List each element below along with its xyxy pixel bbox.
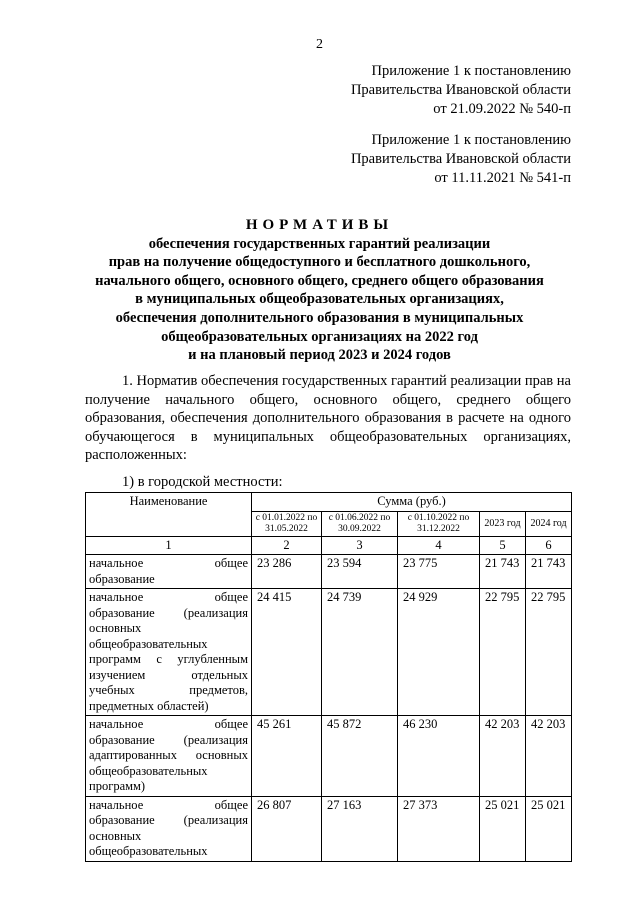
header-year-2024: 2024 год <box>526 511 572 536</box>
title-line: общеобразовательных организациях на 2022 год <box>161 328 478 345</box>
title-line: обеспечения дополнительного образования в муниципальных <box>115 309 524 326</box>
column-number-row <box>86 536 572 555</box>
col-number: 1 <box>86 536 252 555</box>
row-value: 23 594 <box>322 555 398 589</box>
row-name: начальное общее образование <box>86 555 252 589</box>
appendix-line: от 11.11.2021 № 541-п <box>434 170 571 186</box>
table-row <box>86 555 572 589</box>
header-period-2: с 01.06.2022 по 30.09.2022 <box>322 511 398 536</box>
row-value: 42 203 <box>526 716 572 797</box>
title-line: и на плановый период 2023 и 2024 годов <box>188 347 451 364</box>
page-number: 2 <box>316 37 323 52</box>
row-value: 26 807 <box>252 796 322 861</box>
subheading-urban: 1) в городской местности: <box>122 474 283 490</box>
intro-paragraph: 1. Норматив обеспечения государственных гарантий реализации прав на получение начального общего, основного общего, среднего общего образования, обеспечения дополнительного образования в расчете на одного обучающегося в муниципальных общеобразовательных организациях, расположенных: <box>85 373 571 464</box>
title-line: обеспечения государственных гарантий реализации <box>148 235 491 252</box>
row-name: начальное общее образование (реализация основных общеобразовательных <box>86 796 252 861</box>
title-main: НОРМАТИВЫ <box>245 217 394 233</box>
row-value: 45 261 <box>252 716 322 797</box>
header-year-2023: 2023 год <box>480 511 526 536</box>
row-value: 46 230 <box>398 716 480 797</box>
row-value: 25 021 <box>526 796 572 861</box>
row-value: 24 929 <box>398 589 480 716</box>
appendix-current <box>300 62 571 119</box>
col-number: 3 <box>322 536 398 555</box>
row-name: начальное общее образование (реализация адаптированных основных общеобразовательных программ) <box>86 716 252 797</box>
row-value: 21 743 <box>526 555 572 589</box>
row-value: 27 373 <box>398 796 480 861</box>
appendix-line: от 21.09.2022 № 540-п <box>433 101 571 117</box>
row-value: 23 775 <box>398 555 480 589</box>
table-row <box>86 589 572 716</box>
col-number: 4 <box>398 536 480 555</box>
col-number: 2 <box>252 536 322 555</box>
title-line: в муниципальных общеобразовательных организациях, <box>135 291 504 308</box>
col-number: 6 <box>526 536 572 555</box>
appendix-line: Приложение 1 к постановлению <box>371 63 571 79</box>
row-value: 22 795 <box>526 589 572 716</box>
col-number: 5 <box>480 536 526 555</box>
header-period-3: с 01.10.2022 по 31.12.2022 <box>398 511 480 536</box>
header-name: Наименование <box>86 493 252 537</box>
appendix-line: Приложение 1 к постановлению <box>371 132 571 148</box>
row-value: 25 021 <box>480 796 526 861</box>
row-value: 45 872 <box>322 716 398 797</box>
row-value: 24 415 <box>252 589 322 716</box>
table-row <box>86 716 572 797</box>
row-value: 21 743 <box>480 555 526 589</box>
row-value: 23 286 <box>252 555 322 589</box>
title-line: начального общего, основного общего, среднего общего образования <box>95 272 544 289</box>
appendix-original <box>300 131 571 188</box>
appendix-line: Правительства Ивановской области <box>350 151 571 167</box>
table-row <box>86 796 572 861</box>
header-sum: Сумма (руб.) <box>252 493 572 512</box>
row-value: 22 795 <box>480 589 526 716</box>
row-value: 27 163 <box>322 796 398 861</box>
appendix-line: Правительства Ивановской области <box>350 82 571 98</box>
row-value: 42 203 <box>480 716 526 797</box>
row-name: начальное общее образование (реализация основных общеобразовательных программ с углубленным изучением отдельных учебных предметов, предметных областей) <box>86 589 252 716</box>
title-line: прав на получение общедоступного и бесплатного дошкольного, <box>108 254 531 271</box>
norms-table <box>85 492 572 862</box>
row-value: 24 739 <box>322 589 398 716</box>
document-title <box>60 216 579 365</box>
header-period-1: с 01.01.2022 по 31.05.2022 <box>252 511 322 536</box>
